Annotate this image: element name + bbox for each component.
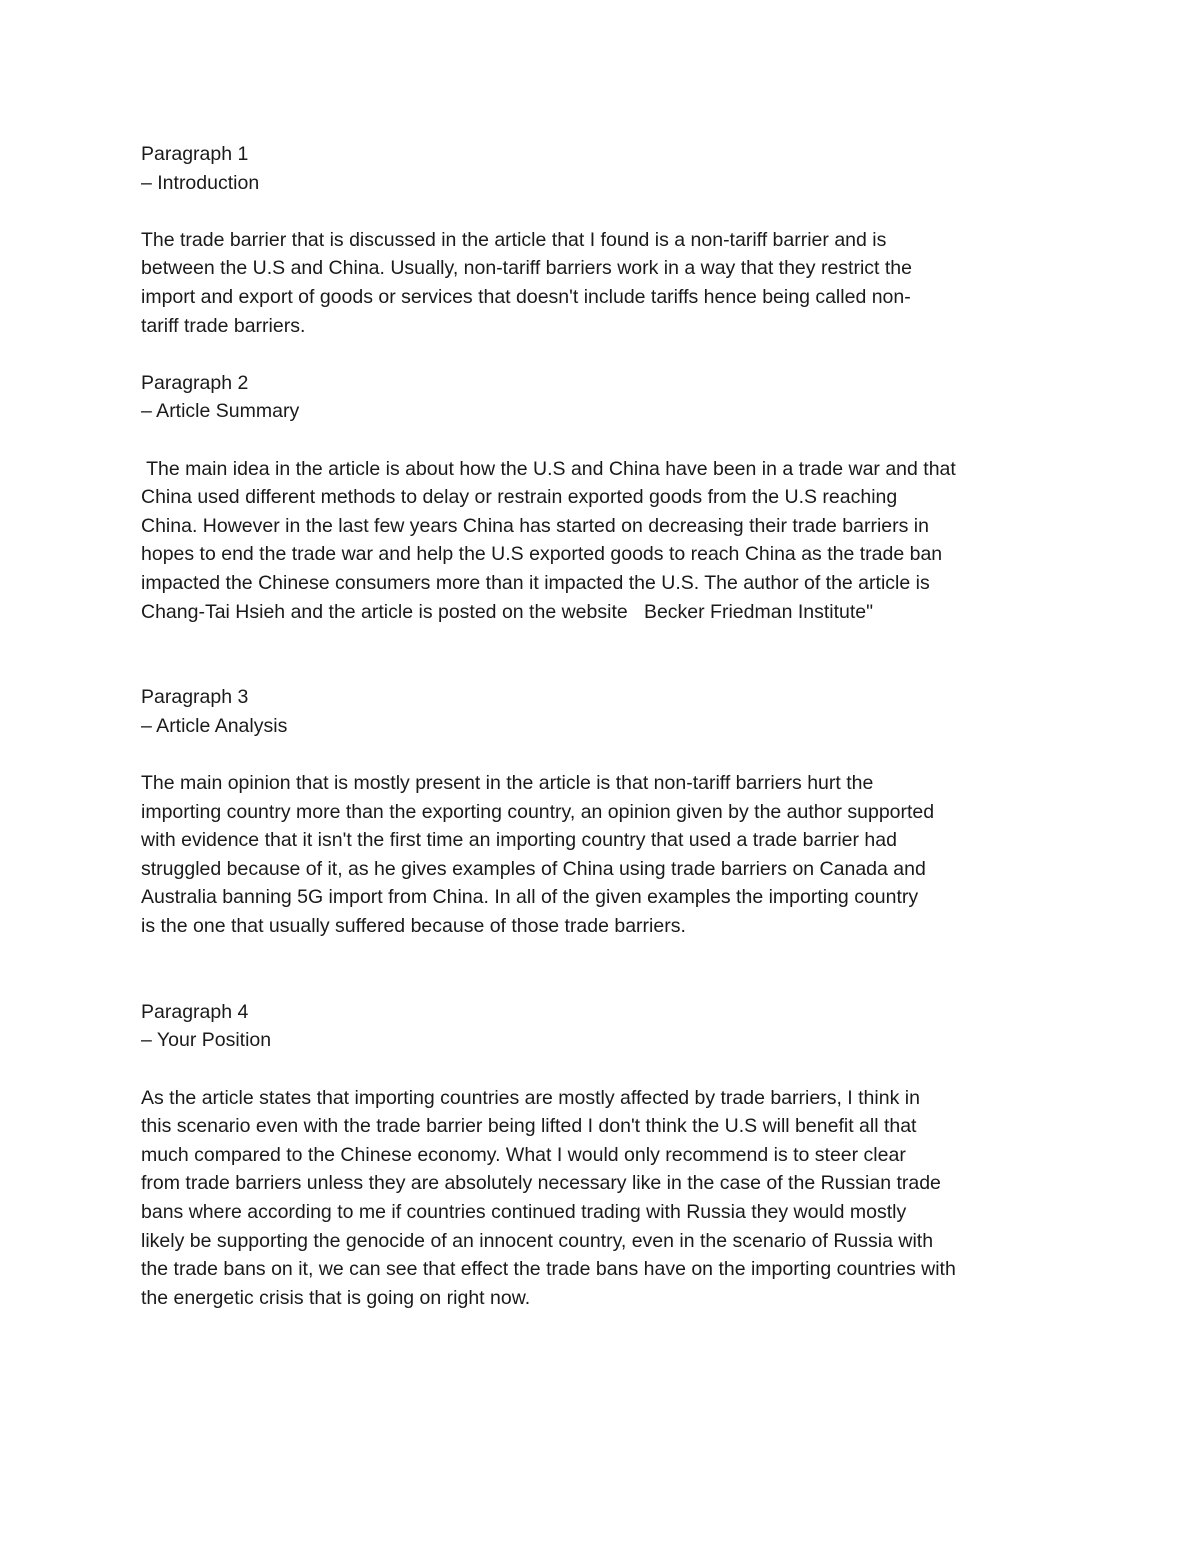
text-line: China. However in the last few years China has started on decreasing their trade barriers in: [141, 514, 929, 537]
text-line: from trade barriers unless they are absolutely necessary like in the case of the Russian trade: [141, 1172, 941, 1195]
text-line: with evidence that it isn't the first time an importing country that used a trade barrier had: [141, 829, 897, 852]
section-text: [141, 226, 1061, 340]
section-heading: Paragraph 1: [141, 143, 249, 165]
text-line: struggled because of it, as he gives examples of China using trade barriers on Canada and: [141, 857, 926, 880]
text-line: hopes to end the trade war and help the U.S exported goods to reach China as the trade ban: [141, 543, 943, 566]
section-paragraph-3: [141, 683, 1061, 940]
document-body: [141, 140, 1061, 1312]
text-line: impacted the Chinese consumers more than it impacted the U.S. The author of the article is: [141, 571, 930, 594]
text-line: between the U.S and China. Usually, non-tariff barriers work in a way that they restrict the: [141, 257, 912, 280]
text-line: tariff trade barriers.: [141, 314, 306, 337]
text-line: China used different methods to delay or restrain exported goods from the U.S reaching: [141, 486, 898, 509]
section-subheading: – Your Position: [141, 1029, 272, 1052]
text-line: The main opinion that is mostly present in the article is that non-tariff barriers hurt the: [141, 772, 874, 795]
section-subheading: – Article Analysis: [141, 714, 288, 737]
text-line: this scenario even with the trade barrier being lifted I don't think the U.S will benefit all that: [141, 1115, 917, 1138]
section-heading: Paragraph 4: [141, 1000, 249, 1023]
section-paragraph-4: [141, 998, 1061, 1313]
text-line: import and export of goods or services that doesn't include tariffs hence being called non-: [141, 285, 911, 308]
section-heading: Paragraph 3: [141, 686, 249, 709]
text-line: bans where according to me if countries continued trading with Russia they would mostly: [141, 1200, 907, 1223]
text-line: likely be supporting the genocide of an innocent country, even in the scenario of Russia with: [141, 1229, 934, 1252]
section-subheading: – Introduction: [141, 171, 260, 194]
text-line: the energetic crisis that is going on right now.: [141, 1286, 531, 1309]
section-text: [141, 1084, 1061, 1313]
section-text: [141, 769, 1061, 941]
text-line: Australia banning 5G import from China. In all of the given examples the importing country: [141, 886, 919, 909]
text-line: much compared to the Chinese economy. What I would only recommend is to steer clear: [141, 1143, 906, 1166]
text-line: Chang-Tai Hsieh and the article is posted on the website Becker Friedman Institute": [141, 600, 874, 623]
section-text: [141, 455, 1061, 627]
text-line: importing country more than the exporting country, an opinion given by the author supported: [141, 800, 935, 823]
section-subheading: – Article Summary: [141, 400, 300, 423]
text-line: is the one that usually suffered because of those trade barriers.: [141, 915, 686, 938]
section-paragraph-2: [141, 369, 1061, 626]
section-heading: Paragraph 2: [141, 371, 249, 394]
text-line: The trade barrier that is discussed in the article that I found is a non-tariff barrier and is: [141, 228, 887, 251]
section-paragraph-1: [141, 140, 1061, 340]
text-line: the trade bans on it, we can see that effect the trade bans have on the importing countries with: [141, 1258, 956, 1281]
text-line: The main idea in the article is about how the U.S and China have been in a trade war and that: [141, 457, 956, 480]
text-line: As the article states that importing countries are mostly affected by trade barriers, I think in: [141, 1086, 920, 1109]
